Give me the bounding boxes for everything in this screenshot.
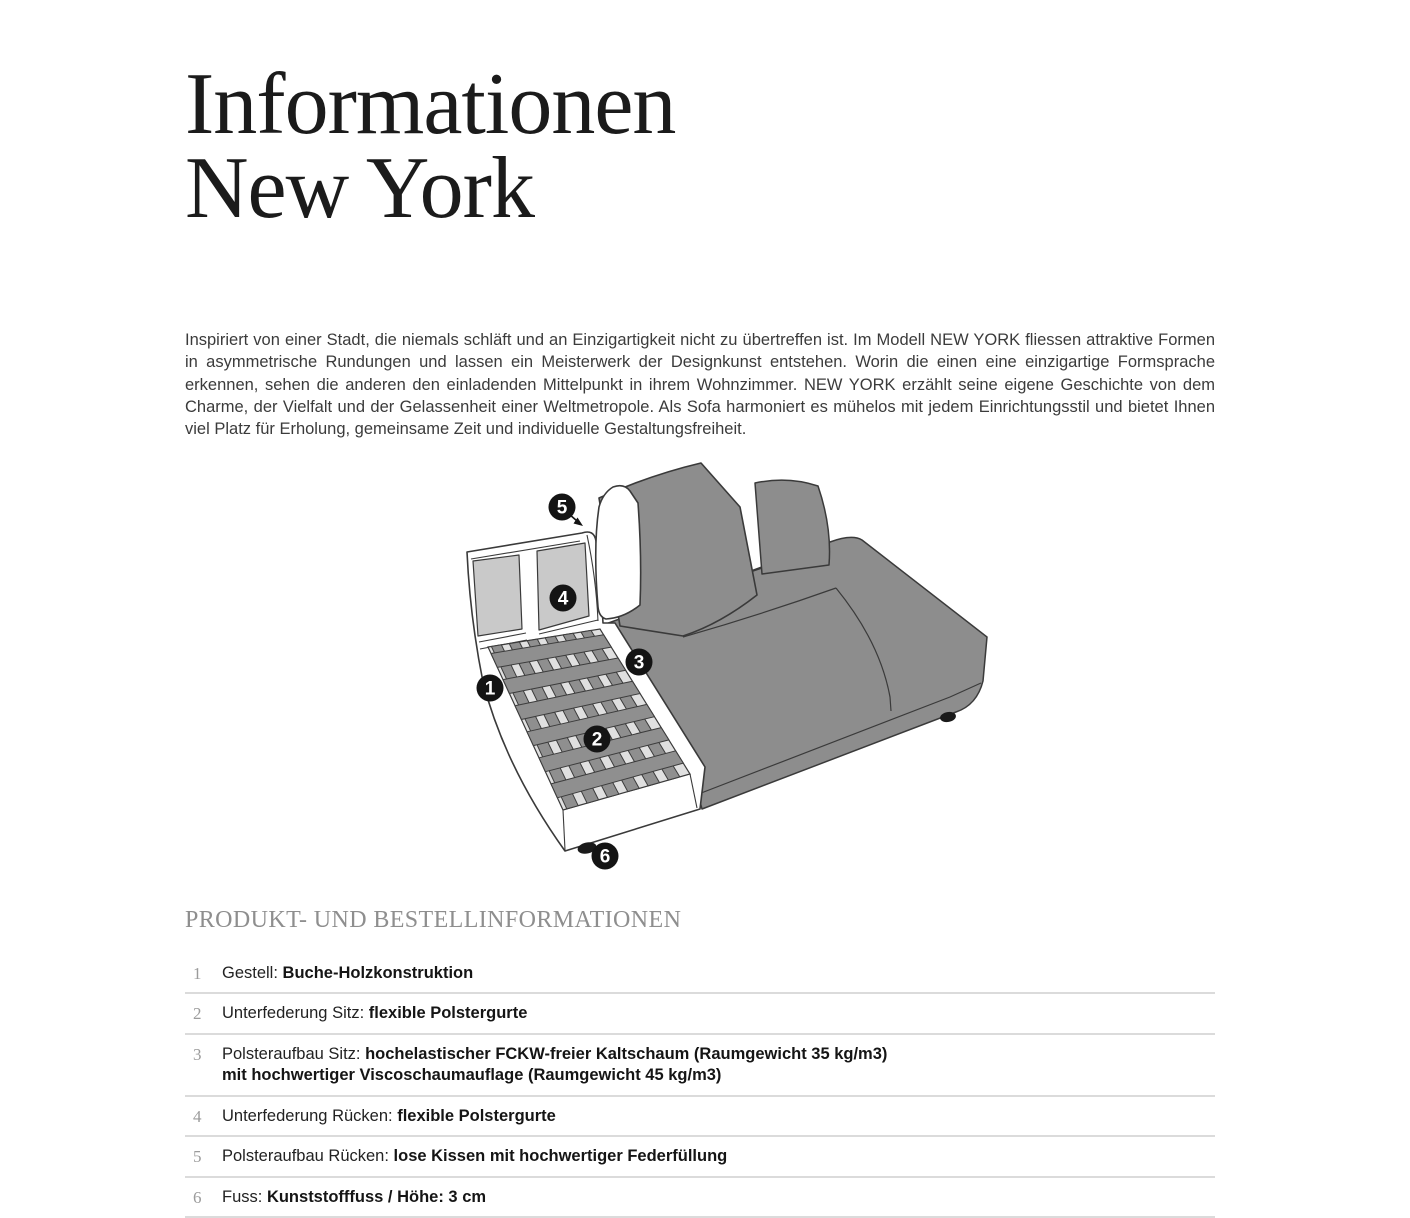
- callout-6: [592, 842, 619, 869]
- table-row: [185, 994, 1215, 1035]
- row-label: Gestell:: [222, 963, 278, 982]
- row-text: [222, 963, 473, 985]
- row-value: hochelastischer FCKW-freier Kaltschaum (Raumgewicht 35 kg/m3): [365, 1044, 888, 1063]
- row-number: 4: [193, 1106, 202, 1126]
- row-value: flexible Polstergurte: [368, 1004, 528, 1023]
- row-value: lose Kissen mit hochwertiger Federfüllung: [393, 1147, 728, 1166]
- callout-4: [550, 584, 577, 611]
- back-cushion-right: [755, 480, 830, 574]
- row-text: [222, 1106, 556, 1128]
- row-number: 5: [193, 1147, 202, 1167]
- table-row: [185, 1035, 1215, 1097]
- svg-text:1: 1: [484, 678, 496, 700]
- table-row: [185, 954, 1215, 995]
- page-content: [185, 0, 1215, 1218]
- svg-text:2: 2: [591, 729, 603, 751]
- row-value-line2: mit hochwertiger Viscoschaumauflage (Raumgewicht 45 kg/m3): [222, 1066, 722, 1085]
- row-label: Unterfederung Sitz:: [222, 1004, 365, 1023]
- row-text: [222, 1044, 887, 1087]
- row-value: Kunststofffuss / Höhe: 3 cm: [266, 1187, 487, 1206]
- callout-2: [584, 725, 611, 752]
- svg-text:6: 6: [599, 846, 611, 868]
- intro-paragraph: Inspiriert von einer Stadt, die niemals schläft und an Einzigartigkeit nicht zu übertreffen ist. Im Modell NEW YORK fliessen attraktive Formen in asymmetrische Rundungen und lassen ein Meisterwerk der Designkunst entstehen. Worin die einen eine einzigartige Formsprache erkennen, sehen die anderen den einladenden Mittelpunkt in ihrem Wohnzimmer. NEW YORK erzählt seine eigene Geschichte von dem Charme, der Vielfalt und der Gelassenheit einer Weltmetropole. Als Sofa harmoniert es mühelos mit jedem Einrichtungsstil und bietet Ihnen viel Platz für Erholung, gemeinsame Zeit und individuelle Gestaltungsfreiheit.: [185, 330, 1215, 439]
- callout-5: [549, 493, 576, 520]
- sofa-cutaway-illustration: [450, 457, 1010, 877]
- product-table: [185, 954, 1215, 1218]
- row-label: Fuss:: [222, 1187, 263, 1206]
- row-value: flexible Polstergurte: [397, 1106, 556, 1125]
- callout-1: [477, 674, 504, 701]
- row-number: 3: [193, 1044, 202, 1064]
- row-text: [222, 1003, 527, 1025]
- svg-text:5: 5: [556, 497, 568, 519]
- table-row: [185, 1178, 1215, 1218]
- callout-3: [626, 648, 653, 675]
- white-cushion: [596, 486, 641, 619]
- row-label: Polsteraufbau Rücken:: [222, 1147, 389, 1166]
- svg-text:3: 3: [633, 652, 645, 674]
- construction-diagram: [450, 457, 1010, 877]
- svg-text:4: 4: [557, 588, 569, 610]
- row-value: Buche-Holzkonstruktion: [282, 963, 474, 982]
- row-label: Unterfederung Rücken:: [222, 1106, 393, 1125]
- section-heading: PRODUKT- UND BESTELLINFORMATIONEN: [185, 906, 682, 933]
- page-title-line1: Informationen: [185, 55, 676, 153]
- row-number: 6: [193, 1187, 202, 1207]
- table-row: [185, 1097, 1215, 1138]
- row-number: 2: [193, 1004, 202, 1024]
- row-text: [222, 1187, 486, 1209]
- row-number: 1: [193, 963, 202, 983]
- row-label: Polsteraufbau Sitz:: [222, 1044, 361, 1063]
- page-title-line2: New York: [185, 139, 534, 237]
- table-row: [185, 1137, 1215, 1178]
- page-title: [185, 55, 1215, 237]
